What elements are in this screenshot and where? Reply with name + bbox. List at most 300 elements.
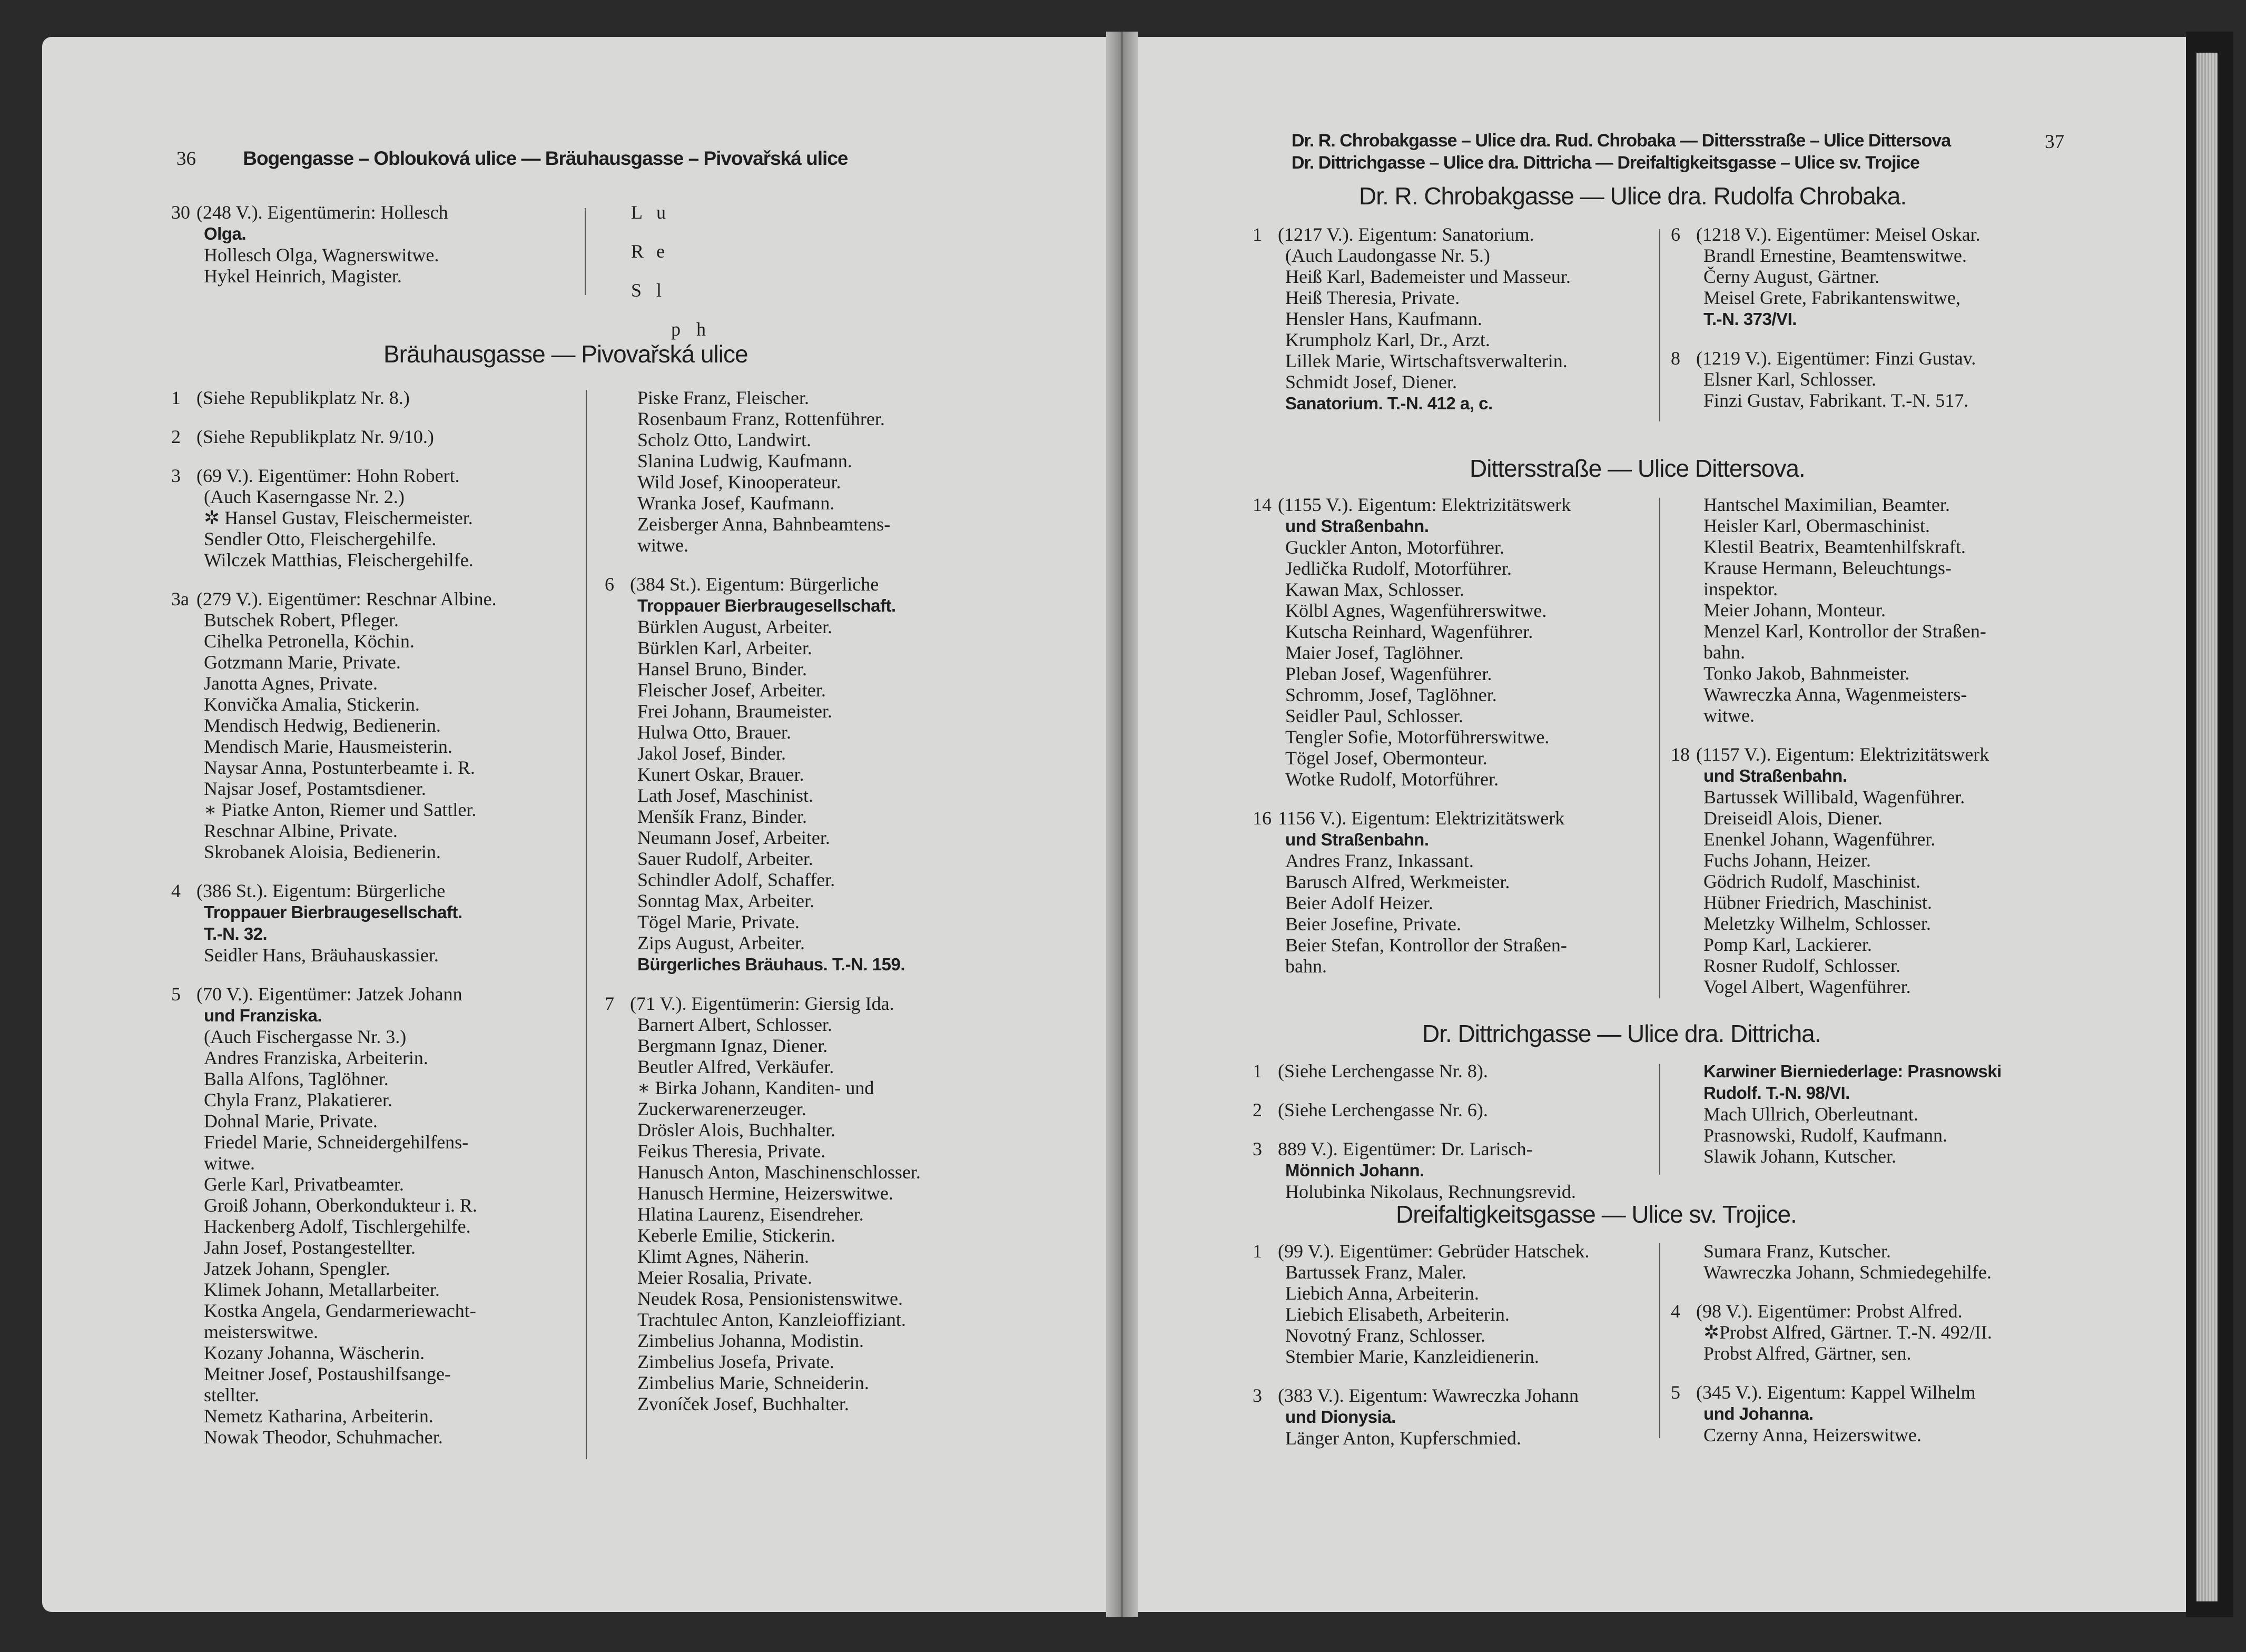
entry-text: Beier Stefan, Kontrollor der Straßen- bbox=[1285, 935, 1567, 956]
resident-line bbox=[171, 923, 582, 945]
entry-text: Meitner Josef, Postaushilfsange- bbox=[204, 1363, 451, 1384]
house-entry-header bbox=[1253, 1138, 1663, 1159]
resident-line bbox=[171, 1321, 582, 1342]
resident-line bbox=[1253, 350, 1663, 371]
resident-line bbox=[171, 266, 550, 287]
entry-gap bbox=[171, 571, 582, 588]
entry-text: Tonko Jakob, Bahnmeister. bbox=[1703, 663, 1910, 684]
house-entry-header bbox=[171, 202, 550, 223]
resident-line bbox=[605, 1204, 1021, 1225]
resident-line bbox=[605, 1056, 1021, 1077]
column-rule bbox=[585, 208, 586, 295]
entry-text: Lillek Marie, Wirtschaftsverwalterin. bbox=[1285, 350, 1568, 371]
resident-line bbox=[605, 514, 1021, 535]
entry-text: Gödrich Rudolf, Maschinist. bbox=[1703, 871, 1920, 892]
resident-line bbox=[605, 658, 1021, 680]
entry-text: Stembier Marie, Kanzleidienerin. bbox=[1285, 1346, 1539, 1367]
entry-text: Tögel Marie, Private. bbox=[637, 911, 800, 932]
entry-text: e bbox=[656, 241, 665, 262]
entry-text: 1156 V.). Eigentum: Elektrizitätswerk bbox=[1278, 808, 1565, 829]
house-entry-header bbox=[1671, 224, 2071, 245]
left-top-col1 bbox=[171, 202, 550, 287]
house-entry-header bbox=[631, 202, 1010, 223]
house-entry-header bbox=[1671, 348, 2071, 369]
entry-text: Novotný Franz, Schlosser. bbox=[1285, 1325, 1485, 1346]
entry-text: Enenkel Johann, Wagenführer. bbox=[1703, 829, 1936, 850]
house-entry-header bbox=[1253, 1241, 1663, 1262]
entry-text: Zimbelius Marie, Schneiderin. bbox=[637, 1372, 869, 1393]
resident-line bbox=[1253, 684, 1663, 705]
house-entry-header bbox=[1253, 808, 1663, 829]
entry-text: Trachtulec Anton, Kanzleioffiziant. bbox=[637, 1309, 906, 1330]
entry-text: Schindler Adolf, Schaffer. bbox=[637, 869, 835, 890]
left-running-head bbox=[176, 148, 848, 170]
house-entry-header bbox=[1671, 744, 2071, 765]
entry-text: Groiß Johann, Oberkondukteur i. R. bbox=[204, 1195, 477, 1216]
resident-line bbox=[1671, 976, 2071, 997]
entry-text: ✲Probst Alfred, Gärtner. T.-N. 492/II. bbox=[1703, 1322, 1992, 1343]
resident-line bbox=[605, 1372, 1021, 1393]
ditters-col2 bbox=[1671, 494, 2071, 997]
resident-line bbox=[171, 652, 582, 673]
house-number: 30 bbox=[171, 202, 190, 223]
resident-line bbox=[1253, 621, 1663, 642]
entry-text: l bbox=[656, 280, 662, 301]
entry-text: Tengler Sofie, Motorführerswitwe. bbox=[1285, 726, 1550, 748]
resident-line bbox=[1253, 1181, 1663, 1202]
resident-line bbox=[605, 701, 1021, 722]
entry-text: Balla Alfons, Taglöhner. bbox=[204, 1068, 389, 1089]
entry-text: Sonntag Max, Arbeiter. bbox=[637, 890, 814, 911]
entry-text: Tögel Josef, Obermonteur. bbox=[1285, 748, 1488, 769]
resident-line bbox=[1671, 850, 2071, 871]
entry-text: Zuckerwarenerzeuger. bbox=[637, 1098, 806, 1119]
entry-text: (Siehe Lerchengasse Nr. 6). bbox=[1278, 1099, 1488, 1120]
entry-text: meisterswitwe. bbox=[204, 1321, 318, 1342]
entry-text: (386 St.). Eigentum: Bürgerliche bbox=[196, 880, 446, 901]
resident-line bbox=[605, 1098, 1021, 1119]
entry-text: Zvoníček Josef, Buchhalter. bbox=[637, 1393, 849, 1414]
house-number: 1 bbox=[171, 387, 181, 408]
entry-text: Rosenbaum Franz, Rottenführer. bbox=[637, 408, 885, 429]
entry-text: Wawreczka Anna, Wagenmeisters- bbox=[1703, 684, 1967, 705]
entry-text: Gerle Karl, Privatbeamter. bbox=[204, 1174, 404, 1195]
entry-text: (248 V.). Eigentümerin: Hollesch bbox=[196, 202, 448, 223]
left-col2 bbox=[605, 387, 1021, 1414]
entry-text: Andres Franziska, Arbeiterin. bbox=[204, 1047, 428, 1068]
resident-line bbox=[1253, 871, 1663, 892]
resident-line bbox=[171, 1384, 582, 1405]
house-number: p bbox=[671, 319, 681, 340]
entry-text: Najsar Josef, Postamtsdiener. bbox=[204, 778, 426, 799]
resident-line bbox=[171, 757, 582, 778]
entry-text: Hantschel Maximilian, Beamter. bbox=[1703, 494, 1950, 515]
entry-text: (1218 V.). Eigentümer: Meisel Oskar. bbox=[1696, 224, 1981, 245]
running-head-right-1: Dr. R. Chrobakgasse – Ulice dra. Rud. Chrobaka — Dittersstraße – Ulice Dittersova bbox=[1292, 131, 1951, 151]
resident-line bbox=[1671, 557, 2071, 578]
entry-text: Wotke Rudolf, Motorführer. bbox=[1285, 769, 1499, 790]
house-number: R bbox=[631, 241, 644, 262]
resident-line bbox=[171, 1342, 582, 1363]
entry-text: Seidler Hans, Bräuhauskassier. bbox=[204, 945, 439, 966]
resident-line bbox=[605, 1288, 1021, 1309]
entry-text: Beier Adolf Heizer. bbox=[1285, 892, 1433, 913]
entry-text: (Siehe Lerchengasse Nr. 8). bbox=[1278, 1060, 1488, 1081]
resident-line bbox=[1253, 371, 1663, 392]
entry-text: Schmidt Josef, Diener. bbox=[1285, 371, 1457, 392]
entry-text: Hlatina Laurenz, Eisendreher. bbox=[637, 1204, 864, 1225]
house-number: 1 bbox=[1253, 224, 1262, 245]
resident-line bbox=[1671, 892, 2071, 913]
resident-line bbox=[605, 387, 1021, 408]
resident-line bbox=[1253, 935, 1663, 956]
resident-line bbox=[605, 1162, 1021, 1183]
house-entry-header bbox=[1671, 1382, 2071, 1403]
entry-text: Gotzmann Marie, Private. bbox=[204, 652, 401, 673]
resident-line bbox=[171, 820, 582, 841]
resident-line bbox=[171, 1300, 582, 1321]
resident-line bbox=[1253, 956, 1663, 977]
resident-line bbox=[1671, 1060, 2071, 1082]
entry-text: Nemetz Katharina, Arbeiterin. bbox=[204, 1405, 434, 1427]
resident-line bbox=[171, 841, 582, 862]
resident-line bbox=[171, 945, 582, 966]
entry-text: Lath Josef, Maschinist. bbox=[637, 785, 813, 806]
resident-line bbox=[171, 694, 582, 715]
street-heading-chrobak: Dr. R. Chrobakgasse — Ulice dra. Rudolfa Chrobaka. bbox=[1359, 182, 1907, 210]
entry-text: ∗ Piatke Anton, Riemer und Sattler. bbox=[204, 799, 477, 820]
house-entry-header bbox=[1253, 224, 1663, 245]
entry-text: Mendisch Hedwig, Bedienerin. bbox=[204, 715, 441, 736]
entry-text: Scholz Otto, Landwirt. bbox=[637, 429, 811, 450]
resident-line bbox=[1671, 536, 2071, 557]
resident-line bbox=[605, 764, 1021, 785]
entry-text: Prasnowski, Rudolf, Kaufmann. bbox=[1703, 1125, 1947, 1146]
page-number-right: 37 bbox=[2045, 131, 2064, 153]
entry-text: Pomp Karl, Lackierer. bbox=[1703, 934, 1872, 955]
entry-text: (Siehe Republikplatz Nr. 9/10.) bbox=[196, 426, 434, 447]
resident-line bbox=[1671, 663, 2071, 684]
entry-text: Krause Hermann, Beleuchtungs- bbox=[1703, 557, 1952, 578]
entry-text: T.-N. 32. bbox=[204, 924, 268, 943]
entry-text: Zimbelius Josefa, Private. bbox=[637, 1351, 834, 1372]
dittrich-col2 bbox=[1671, 1060, 2071, 1167]
entry-text: und Dionysia. bbox=[1285, 1407, 1396, 1427]
entry-text: Kawan Max, Schlosser. bbox=[1285, 579, 1464, 600]
entry-text: T.-N. 373/VI. bbox=[1703, 309, 1797, 329]
entry-text: und Straßenbahn. bbox=[1703, 766, 1847, 785]
house-number: 1 bbox=[1253, 1060, 1262, 1081]
resident-line bbox=[1671, 913, 2071, 934]
resident-line bbox=[1671, 621, 2071, 642]
entry-text: Nowak Theodor, Schuhmacher. bbox=[204, 1427, 443, 1448]
entry-gap bbox=[171, 966, 582, 984]
entry-text: Hensler Hans, Kaufmann. bbox=[1285, 308, 1482, 329]
resident-line bbox=[1253, 1428, 1663, 1449]
entry-text: Janotta Agnes, Private. bbox=[204, 673, 378, 694]
house-number: 3 bbox=[1253, 1385, 1262, 1406]
entry-text: Kostka Angela, Gendarmeriewacht- bbox=[204, 1300, 476, 1321]
house-number: 16 bbox=[1253, 808, 1272, 829]
house-number: 3 bbox=[1253, 1138, 1262, 1159]
entry-text: Liebich Elisabeth, Arbeiterin. bbox=[1285, 1304, 1510, 1325]
house-number: 8 bbox=[1671, 348, 1680, 369]
entry-text: und Straßenbahn. bbox=[1285, 516, 1429, 536]
resident-line bbox=[1671, 1322, 2071, 1343]
resident-line bbox=[1253, 515, 1663, 537]
entry-text: Menzel Karl, Kontrollor der Straßen- bbox=[1703, 621, 1986, 642]
resident-line bbox=[171, 223, 550, 244]
entry-text: inspektor. bbox=[1703, 578, 1778, 599]
resident-line bbox=[1671, 578, 2071, 599]
resident-line bbox=[1253, 892, 1663, 913]
entry-text: Dreiseidl Alois, Diener. bbox=[1703, 808, 1883, 829]
resident-line bbox=[1253, 1304, 1663, 1325]
resident-line bbox=[1253, 1283, 1663, 1304]
resident-line bbox=[605, 1351, 1021, 1372]
entry-text: (279 V.). Eigentümer: Reschnar Albine. bbox=[196, 588, 497, 609]
resident-line bbox=[605, 471, 1021, 493]
entry-text: Hanusch Anton, Maschinenschlosser. bbox=[637, 1162, 921, 1183]
resident-line bbox=[171, 1153, 582, 1174]
resident-line bbox=[1671, 1424, 2071, 1446]
entry-text: Jahn Josef, Postangestellter. bbox=[204, 1237, 416, 1258]
resident-line bbox=[1671, 871, 2071, 892]
resident-line bbox=[605, 890, 1021, 911]
entry-text: Jedlička Rudolf, Motorführer. bbox=[1285, 558, 1512, 579]
resident-line bbox=[171, 778, 582, 799]
resident-line bbox=[171, 507, 582, 528]
entry-text: (384 St.). Eigentum: Bürgerliche bbox=[630, 574, 879, 595]
resident-line bbox=[605, 1077, 1021, 1098]
resident-line bbox=[605, 827, 1021, 848]
dittrich-col1 bbox=[1253, 1060, 1663, 1202]
entry-text: Länger Anton, Kupferschmied. bbox=[1285, 1428, 1521, 1449]
house-number: 2 bbox=[1253, 1099, 1262, 1120]
entry-text: Krumpholz Karl, Dr., Arzt. bbox=[1285, 329, 1490, 350]
entry-text: Neudek Rosa, Pensionistenswitwe. bbox=[637, 1288, 903, 1309]
entry-text: Drösler Alois, Buchhalter. bbox=[637, 1119, 835, 1140]
resident-line bbox=[605, 450, 1021, 471]
resident-line bbox=[1671, 515, 2071, 536]
entry-text: Mach Ullrich, Oberleutnant. bbox=[1703, 1104, 1918, 1125]
resident-line bbox=[1253, 245, 1663, 266]
entry-text: bahn. bbox=[1703, 642, 1745, 663]
resident-line bbox=[605, 743, 1021, 764]
entry-text: Schromm, Josef, Taglöhner. bbox=[1285, 684, 1497, 705]
entry-gap bbox=[605, 556, 1021, 574]
resident-line bbox=[1253, 642, 1663, 663]
resident-line bbox=[1671, 1082, 2071, 1104]
entry-text: Bürklen Karl, Arbeiter. bbox=[637, 637, 812, 658]
resident-line bbox=[171, 528, 582, 549]
resident-line bbox=[1253, 537, 1663, 558]
running-head-right-2: Dr. Dittrichgasse – Ulice dra. Dittricha — Dreifaltigkeitsgasse – Ulice sv. Trojice bbox=[1292, 153, 1919, 173]
resident-line bbox=[171, 1026, 582, 1047]
resident-line bbox=[1671, 705, 2071, 726]
entry-text: Klimt Agnes, Näherin. bbox=[637, 1246, 809, 1267]
book-gutter bbox=[1106, 32, 1138, 1617]
entry-text: (1155 V.). Eigentum: Elektrizitätswerk bbox=[1278, 494, 1571, 515]
entry-text: h bbox=[696, 319, 706, 340]
entry-text: Fleischer Josef, Arbeiter. bbox=[637, 680, 826, 701]
resident-line bbox=[1253, 850, 1663, 871]
resident-line bbox=[171, 1195, 582, 1216]
entry-text: Frei Johann, Braumeister. bbox=[637, 701, 832, 722]
resident-line bbox=[171, 799, 582, 820]
entry-text: Rosner Rudolf, Schlosser. bbox=[1703, 955, 1900, 976]
resident-line bbox=[605, 408, 1021, 429]
entry-text: witwe. bbox=[1703, 705, 1755, 726]
entry-text: (69 V.). Eigentümer: Hohn Robert. bbox=[196, 465, 460, 486]
resident-line bbox=[1253, 1325, 1663, 1346]
entry-gap bbox=[631, 262, 1010, 280]
house-number: 18 bbox=[1671, 744, 1690, 765]
entry-text: Bürklen August, Arbeiter. bbox=[637, 616, 832, 637]
resident-line bbox=[171, 1132, 582, 1153]
entry-text: Keberle Emilie, Stickerin. bbox=[637, 1225, 835, 1246]
house-number: 1 bbox=[1253, 1241, 1262, 1262]
entry-text: Andres Franz, Inkassant. bbox=[1285, 850, 1474, 871]
resident-line bbox=[1253, 663, 1663, 684]
entry-text: Wild Josef, Kinooperateur. bbox=[637, 471, 841, 493]
entry-text: stellter. bbox=[204, 1384, 259, 1405]
resident-line bbox=[171, 1068, 582, 1089]
column-rule bbox=[1659, 1243, 1660, 1438]
entry-text: Jatzek Johann, Spengler. bbox=[204, 1258, 390, 1279]
resident-line bbox=[1253, 579, 1663, 600]
entry-text: Bartussek Willibald, Wagenführer. bbox=[1703, 786, 1965, 808]
entry-text: Friedel Marie, Schneidergehilfens- bbox=[204, 1132, 469, 1153]
resident-line bbox=[1671, 955, 2071, 976]
entry-text: Bartussek Franz, Maler. bbox=[1285, 1262, 1466, 1283]
entry-text: Beutler Alfred, Verkäufer. bbox=[637, 1056, 834, 1077]
resident-line bbox=[605, 1330, 1021, 1351]
resident-line bbox=[1671, 684, 2071, 705]
house-number: 5 bbox=[171, 984, 181, 1005]
resident-line bbox=[1671, 245, 2071, 266]
chrobak-col1 bbox=[1253, 224, 1663, 414]
resident-line bbox=[171, 609, 582, 631]
resident-line bbox=[171, 1047, 582, 1068]
house-number: 14 bbox=[1253, 494, 1272, 515]
house-entry-header bbox=[171, 588, 582, 609]
entry-text: Bergmann Ignaz, Diener. bbox=[637, 1035, 828, 1056]
entry-text: Zimbelius Johanna, Modistin. bbox=[637, 1330, 864, 1351]
house-entry-header bbox=[605, 574, 1021, 595]
street-heading-braeuhaus: Bräuhausgasse — Pivovařská ulice bbox=[383, 340, 748, 368]
entry-text: Feikus Theresia, Private. bbox=[637, 1140, 826, 1162]
resident-line bbox=[1253, 308, 1663, 329]
left-top-col2 bbox=[631, 202, 1010, 340]
resident-line bbox=[605, 1225, 1021, 1246]
entry-text: Probst Alfred, Gärtner, sen. bbox=[1703, 1343, 1912, 1364]
running-head-text-left: Bogengasse – Oblouková ulice — Bräuhausgasse – Pivovařská ulice bbox=[243, 148, 848, 169]
resident-line bbox=[171, 1089, 582, 1110]
column-rule bbox=[1659, 229, 1660, 421]
entry-text: (1217 V.). Eigentum: Sanatorium. bbox=[1278, 224, 1534, 245]
house-number: 3 bbox=[171, 465, 181, 486]
entry-text: Klimek Johann, Metallarbeiter. bbox=[204, 1279, 440, 1300]
entry-text: Slawik Johann, Kutscher. bbox=[1703, 1146, 1896, 1167]
entry-text: (Siehe Republikplatz Nr. 8.) bbox=[196, 387, 410, 408]
entry-text: Heisler Karl, Obermaschinist. bbox=[1703, 515, 1930, 536]
resident-line bbox=[605, 848, 1021, 869]
entry-text: Elsner Karl, Schlosser. bbox=[1703, 369, 1876, 390]
resident-line bbox=[171, 1110, 582, 1132]
entry-text: Zips August, Arbeiter. bbox=[637, 932, 805, 953]
entry-text: Vogel Albert, Wagenführer. bbox=[1703, 976, 1911, 997]
entry-text: Mendisch Marie, Hausmeisterin. bbox=[204, 736, 452, 757]
entry-text: (98 V.). Eigentümer: Probst Alfred. bbox=[1696, 1301, 1963, 1322]
entry-gap bbox=[605, 975, 1021, 993]
resident-line bbox=[1671, 1241, 2071, 1262]
entry-text: witwe. bbox=[637, 535, 688, 556]
resident-line bbox=[605, 785, 1021, 806]
house-entry-header bbox=[1253, 1099, 1663, 1120]
entry-text: ✲ Hansel Gustav, Fleischermeister. bbox=[204, 507, 473, 528]
entry-text: Troppauer Bierbraugesellschaft. bbox=[637, 596, 896, 615]
resident-line bbox=[1671, 1343, 2071, 1364]
house-entry-header bbox=[631, 241, 1010, 262]
resident-line bbox=[605, 1140, 1021, 1162]
resident-line bbox=[605, 595, 1021, 616]
resident-line bbox=[605, 493, 1021, 514]
house-number: 3a bbox=[171, 588, 189, 609]
resident-line bbox=[171, 1405, 582, 1427]
entry-gap bbox=[1253, 1120, 1663, 1138]
entry-text: Karwiner Bierniederlage: Prasnowski bbox=[1703, 1061, 2002, 1081]
house-entry-header bbox=[171, 426, 582, 447]
entry-text: Sanatorium. T.-N. 412 a, c. bbox=[1285, 394, 1493, 413]
entry-text: Hollesch Olga, Wagnerswitwe. bbox=[204, 244, 439, 266]
entry-text: Fuchs Johann, Heizer. bbox=[1703, 850, 1871, 871]
entry-gap bbox=[631, 301, 1010, 319]
chrobak-col2 bbox=[1671, 224, 2071, 411]
resident-line bbox=[605, 616, 1021, 637]
house-entry-header bbox=[171, 465, 582, 486]
entry-text: (Auch Laudongasse Nr. 5.) bbox=[1285, 245, 1490, 266]
resident-line bbox=[1671, 829, 2071, 850]
entry-text: (71 V.). Eigentümerin: Giersig Ida. bbox=[630, 993, 894, 1014]
entry-text: Wranka Josef, Kaufmann. bbox=[637, 493, 835, 514]
resident-line bbox=[1253, 392, 1663, 414]
house-entry-header bbox=[631, 280, 1010, 301]
resident-line bbox=[1671, 494, 2071, 515]
resident-line bbox=[1253, 726, 1663, 748]
resident-line bbox=[171, 1427, 582, 1448]
resident-line bbox=[1253, 600, 1663, 621]
resident-line bbox=[171, 1279, 582, 1300]
entry-gap bbox=[1253, 1367, 1663, 1385]
resident-line bbox=[605, 806, 1021, 827]
resident-line bbox=[605, 911, 1021, 932]
resident-line bbox=[171, 1005, 582, 1026]
entry-text: Beier Josefine, Private. bbox=[1285, 913, 1461, 935]
column-rule bbox=[1659, 1064, 1660, 1175]
entry-text: Wawreczka Johann, Schmiedegehilfe. bbox=[1703, 1262, 1992, 1283]
entry-text: Černy August, Gärtner. bbox=[1703, 266, 1879, 287]
entry-text: Reschnar Albine, Private. bbox=[204, 820, 398, 841]
entry-text: (1219 V.). Eigentümer: Finzi Gustav. bbox=[1696, 348, 1976, 369]
resident-line bbox=[1253, 705, 1663, 726]
resident-line bbox=[171, 736, 582, 757]
entry-text: Meletzky Wilhelm, Schlosser. bbox=[1703, 913, 1931, 934]
resident-line bbox=[605, 722, 1021, 743]
entry-text: Hansel Bruno, Binder. bbox=[637, 658, 807, 680]
entry-text: Seidler Paul, Schlosser. bbox=[1285, 705, 1463, 726]
resident-line bbox=[605, 869, 1021, 890]
